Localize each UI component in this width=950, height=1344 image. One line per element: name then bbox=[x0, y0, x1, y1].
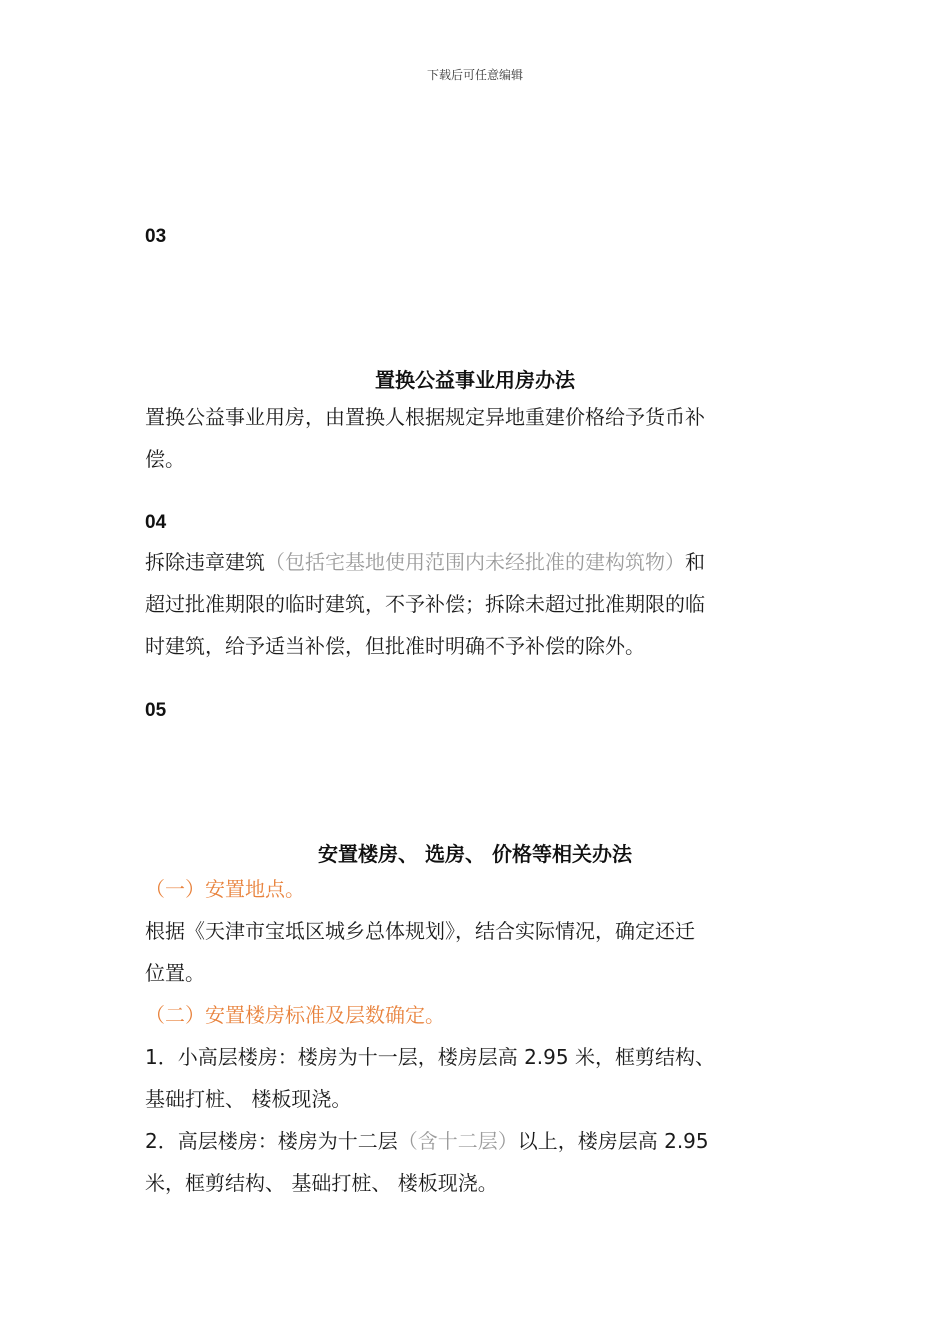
parenthetical-note: （含十二层） bbox=[397, 1129, 518, 1153]
list-item-line bbox=[145, 1120, 795, 1162]
text-span: 以上，楼房层高 2.95 bbox=[517, 1129, 709, 1153]
section-number-04: 04 bbox=[145, 512, 167, 533]
paragraph-line: 位置。 bbox=[145, 961, 205, 985]
subheading-location: （一）安置地点。 bbox=[145, 877, 305, 901]
text-span: 拆除违章建筑 bbox=[145, 550, 265, 574]
paragraph-illegal-buildings bbox=[145, 541, 795, 667]
page-header: 下载后可任意编辑 bbox=[426, 68, 523, 82]
text-span: 2．高层楼房：楼房为十二层 bbox=[145, 1129, 398, 1153]
list-item-line: 米，框剪结构、 基础打桩、 楼板现浇。 bbox=[145, 1171, 498, 1195]
section-title-resettlement: 安置楼房、 选房、 价格等相关办法 bbox=[318, 842, 632, 866]
paragraph-line: 超过批准期限的临时建筑，不予补偿；拆除未超过批准期限的临 bbox=[145, 592, 705, 616]
list-item-line: 基础打桩、 楼板现浇。 bbox=[145, 1087, 352, 1111]
list-item-line: 1．小高层楼房：楼房为十一层，楼房层高 2.95 米，框剪结构、 bbox=[145, 1045, 715, 1069]
paragraph-replacement bbox=[145, 396, 795, 480]
section-number-05: 05 bbox=[145, 700, 167, 721]
paragraph-line bbox=[145, 541, 795, 583]
paragraph-resettlement bbox=[145, 868, 795, 1204]
parenthetical-note: （包括宅基地使用范围内未经批准的建构筑物） bbox=[265, 550, 685, 574]
paragraph-line: 偿。 bbox=[145, 447, 185, 471]
paragraph-line: 根据《天津市宝坻区城乡总体规划》，结合实际情况，确定还迁 bbox=[145, 919, 695, 943]
section-number-03: 03 bbox=[145, 226, 167, 247]
text-span: 和 bbox=[685, 550, 705, 574]
paragraph-line: 置换公益事业用房，由置换人根据规定异地重建价格给予货币补 bbox=[145, 405, 705, 429]
section-title-replacement: 置换公益事业用房办法 bbox=[375, 368, 575, 392]
subheading-standards: （二）安置楼房标准及层数确定。 bbox=[145, 1003, 445, 1027]
paragraph-line: 时建筑，给予适当补偿，但批准时明确不予补偿的除外。 bbox=[145, 634, 645, 658]
